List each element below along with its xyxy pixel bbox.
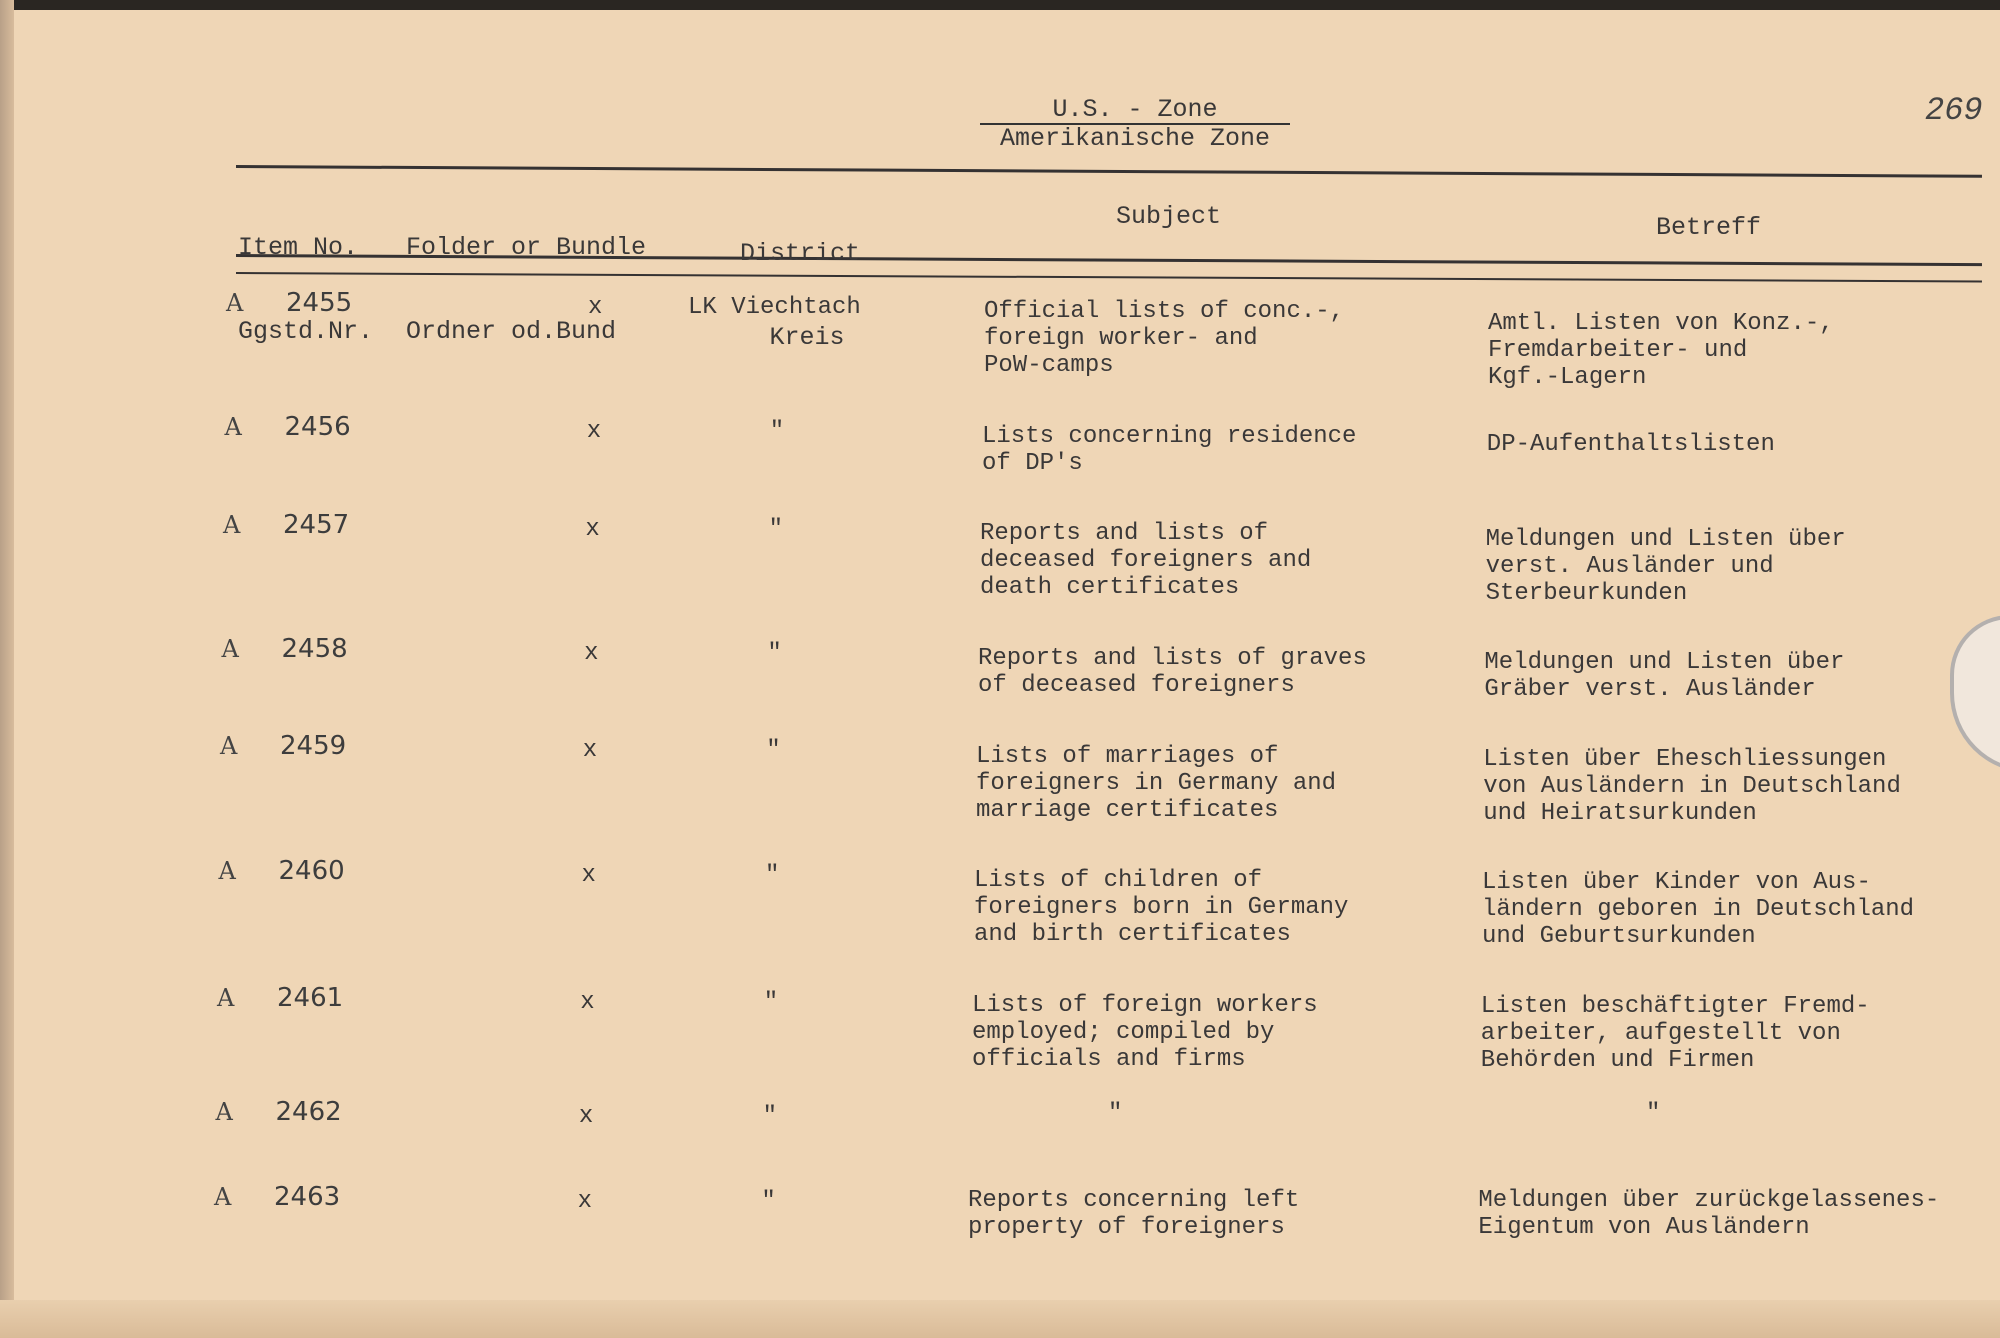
- subject-line: foreign worker- and: [984, 325, 1258, 352]
- betreff-text: [1486, 526, 1846, 607]
- folder-mark: x: [580, 989, 595, 1016]
- folder-mark: x: [588, 294, 603, 321]
- betreff-text: [1478, 1187, 1939, 1241]
- betreff-line: Amtl. Listen von Konz.-,: [1488, 310, 1834, 337]
- betreff-text: [1646, 1100, 1660, 1127]
- item-number: 2456: [284, 412, 351, 442]
- subject-line: ": [1108, 1100, 1123, 1127]
- subject-line: foreigners in Germany and: [976, 770, 1337, 797]
- row-check-mark: A: [221, 635, 239, 663]
- betreff-line: Eigentum von Ausländern: [1478, 1214, 1810, 1241]
- page-bottom-shade: [0, 1300, 2000, 1338]
- subject-line: Lists concerning residence: [982, 423, 1357, 450]
- district-value: ": [766, 737, 781, 764]
- district-value: LK Viechtach: [688, 294, 861, 321]
- betreff-line: und Geburtsurkunden: [1482, 923, 1756, 950]
- betreff-line: DP-Aufenthaltslisten: [1486, 431, 1775, 458]
- subject-line: employed; compiled by: [972, 1019, 1275, 1046]
- subject-line: Reports concerning left: [968, 1187, 1300, 1214]
- betreff-line: Meldungen und Listen über: [1484, 649, 1845, 676]
- subject-line: Official lists of conc.-,: [984, 298, 1345, 325]
- column-header-folder-de: Ordner od.Bund: [406, 317, 617, 346]
- subject-text: [1108, 1100, 1122, 1127]
- item-number: 2462: [275, 1097, 342, 1127]
- item-number: 2461: [277, 983, 344, 1013]
- row-check-mark: A: [223, 511, 241, 539]
- betreff-text: [1481, 993, 1870, 1074]
- subject-line: Lists of foreign workers: [972, 992, 1318, 1019]
- subject-text: [984, 298, 1344, 379]
- subject-text: [976, 743, 1336, 824]
- scan-top-edge: [0, 0, 2000, 10]
- column-header-item: [238, 178, 373, 374]
- folder-mark: x: [584, 640, 599, 667]
- subject-line: of deceased foreigners: [978, 672, 1295, 699]
- betreff-line: arbeiter, aufgestellt von: [1480, 1020, 1841, 1047]
- column-header-district: [740, 184, 860, 380]
- folder-mark: x: [577, 1188, 592, 1215]
- column-header-item-de: Ggstd.Nr.: [238, 317, 374, 346]
- item-number: 2455: [286, 288, 353, 318]
- subject-line: Lists of children of: [974, 867, 1263, 894]
- folder-mark: x: [582, 737, 598, 764]
- row-check-mark: A: [214, 1183, 232, 1211]
- row-check-mark: A: [215, 1098, 233, 1126]
- betreff-text: [1483, 746, 1901, 827]
- betreff-line: Meldungen über zurückgelassenes-: [1478, 1187, 1940, 1214]
- district-value: ": [763, 989, 779, 1016]
- column-header-subject: Subject: [1116, 202, 1222, 231]
- subject-text: [968, 1187, 1299, 1241]
- subject-text: [974, 867, 1348, 948]
- row-check-mark: A: [224, 413, 242, 441]
- subject-line: Reports and lists of graves: [978, 645, 1367, 672]
- item-number: 2458: [281, 634, 348, 664]
- zone-heading: [980, 96, 1290, 152]
- folder-mark: x: [586, 418, 602, 445]
- betreff-text: [1488, 310, 1834, 391]
- row-check-mark: A: [217, 984, 235, 1012]
- item-number: 2460: [278, 856, 345, 886]
- column-header-folder: [406, 178, 646, 374]
- betreff-line: ": [1646, 1100, 1661, 1127]
- betreff-line: Behörden und Firmen: [1480, 1047, 1755, 1074]
- betreff-line: Listen über Eheschliessungen: [1483, 746, 1887, 773]
- district-value: ": [769, 418, 785, 445]
- column-header-district-en: District: [740, 239, 861, 268]
- row-check-mark: A: [218, 857, 236, 885]
- zone-title-de: Amerikanische Zone: [980, 123, 1290, 152]
- betreff-line: Meldungen und Listen über: [1485, 526, 1846, 553]
- column-header-folder-en: Folder or Bundle: [406, 233, 647, 262]
- item-number: 2457: [283, 510, 350, 540]
- district-value: ": [767, 640, 782, 667]
- betreff-line: Kgf.-Lagern: [1488, 364, 1647, 391]
- subject-line: Lists of marriages of: [976, 743, 1279, 770]
- folder-mark: x: [578, 1103, 594, 1130]
- betreff-line: Sterbeurkunden: [1485, 580, 1688, 607]
- binding-edge: [0, 0, 14, 1338]
- subject-line: deceased foreigners and: [980, 547, 1312, 574]
- district-value: ": [765, 862, 780, 889]
- subject-text: [972, 992, 1318, 1073]
- betreff-text: [1487, 431, 1775, 458]
- folder-mark: x: [585, 516, 600, 543]
- row-check-mark: A: [226, 289, 244, 317]
- page-number: 269: [1925, 92, 1983, 129]
- betreff-line: verst. Ausländer und: [1485, 553, 1774, 580]
- betreff-text: [1484, 649, 1844, 703]
- district-value: ": [762, 1103, 777, 1130]
- subject-line: officials and firms: [972, 1046, 1246, 1073]
- betreff-text: [1482, 869, 1914, 950]
- betreff-line: Listen beschäftigter Fremd-: [1480, 993, 1870, 1020]
- subject-line: foreigners born in Germany: [974, 894, 1349, 921]
- betreff-line: ländern geboren in Deutschland: [1482, 896, 1915, 923]
- district-value: ": [768, 516, 783, 543]
- subject-line: and birth certificates: [974, 921, 1291, 948]
- district-value: ": [761, 1188, 776, 1215]
- folder-mark: x: [581, 862, 596, 889]
- betreff-line: Listen über Kinder von Aus-: [1482, 869, 1871, 896]
- column-header-betreff: Betreff: [1656, 213, 1762, 242]
- item-number: 2463: [274, 1182, 341, 1212]
- subject-line: Reports and lists of: [980, 520, 1269, 547]
- betreff-line: Fremdarbeiter- und: [1488, 337, 1748, 364]
- zone-title-en: U.S. - Zone: [1052, 95, 1218, 124]
- subject-line: death certificates: [980, 574, 1240, 601]
- subject-line: marriage certificates: [976, 797, 1279, 824]
- subject-text: [978, 645, 1367, 699]
- row-check-mark: A: [220, 732, 238, 760]
- subject-line: of DP's: [982, 450, 1083, 477]
- betreff-line: von Ausländern in Deutschland: [1483, 773, 1901, 800]
- subject-text: [982, 423, 1356, 477]
- column-header-district-de: Kreis: [769, 323, 845, 352]
- betreff-line: und Heiratsurkunden: [1483, 800, 1757, 827]
- subject-line: property of foreigners: [968, 1214, 1285, 1241]
- subject-text: [980, 520, 1311, 601]
- column-header-item-en: Item No.: [238, 233, 359, 262]
- item-number: 2459: [280, 731, 347, 761]
- betreff-line: Gräber verst. Ausländer: [1484, 676, 1816, 703]
- subject-line: PoW-camps: [984, 352, 1114, 379]
